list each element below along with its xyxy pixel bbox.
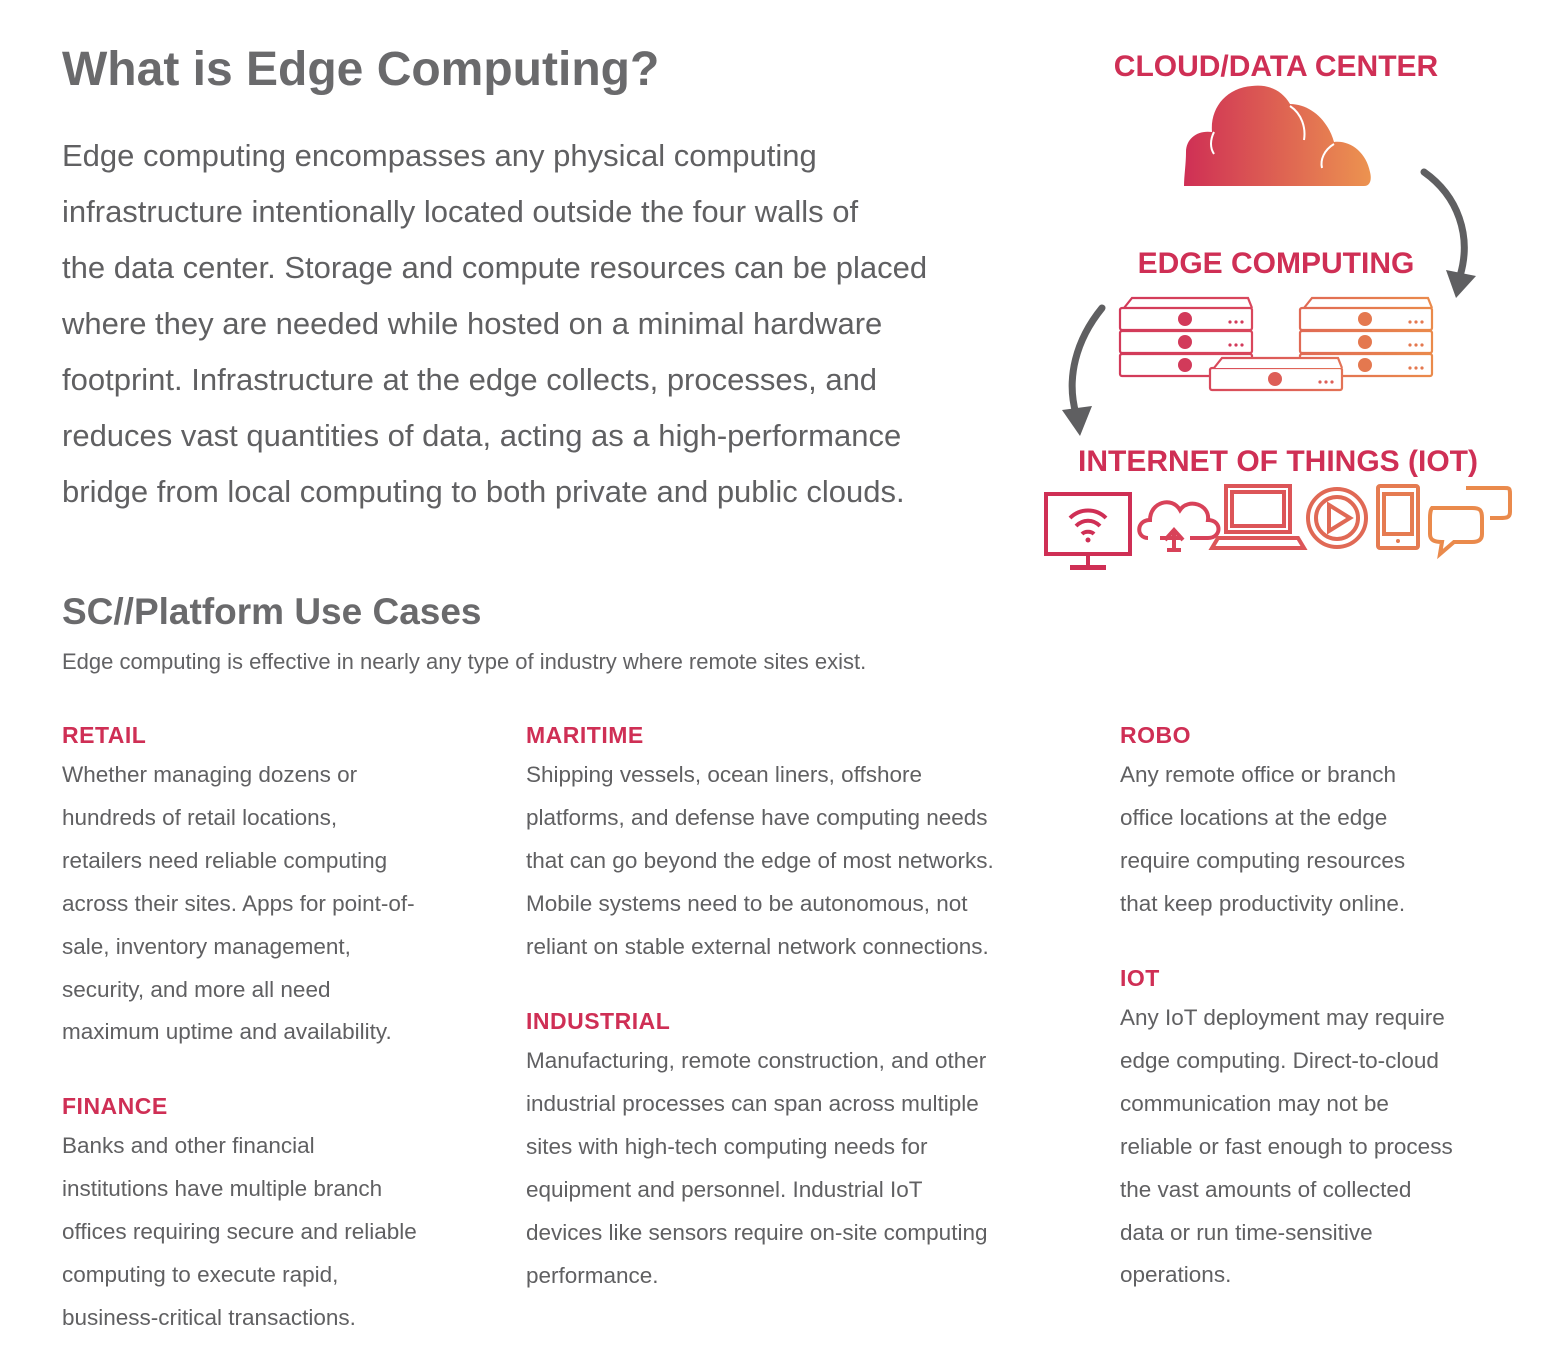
edge-label: EDGE COMPUTING	[1137, 247, 1415, 280]
case-finance-body	[62, 1125, 417, 1340]
case-industrial-heading: INDUSTRIAL	[526, 1008, 671, 1034]
case-industrial	[526, 1006, 987, 1297]
case-iot-heading: IOT	[1120, 965, 1160, 991]
case-robo-heading: ROBO	[1120, 722, 1191, 748]
body-line: Shipping vessels, ocean liners, offshore	[526, 762, 923, 787]
body-line: reliant on stable external network connections.	[526, 933, 989, 959]
case-maritime	[526, 720, 994, 969]
body-line: Manufacturing, remote construction, and other	[526, 1048, 987, 1073]
body-line: that keep productivity online.	[1120, 890, 1406, 916]
body-line: data or run time-sensitive	[1120, 1219, 1373, 1245]
case-iot	[1120, 963, 1453, 1297]
intro-line: the data center. Storage and compute resources can be placed	[62, 250, 928, 285]
body-line: computing to execute rapid,	[62, 1261, 339, 1287]
body-line: performance.	[526, 1262, 659, 1288]
intro-paragraph	[62, 128, 1022, 520]
body-line: maximum uptime and availability.	[62, 1019, 392, 1045]
iot-label: INTERNET OF THINGS (IOT)	[1078, 445, 1478, 478]
case-retail-heading: RETAIL	[62, 722, 147, 748]
body-line: retailers need reliable computing	[62, 847, 388, 873]
server-logo-text: //	[1198, 311, 1204, 321]
case-maritime-body	[526, 754, 994, 969]
laptop-icon	[1212, 486, 1304, 548]
play-icon	[1308, 489, 1366, 547]
body-line: Banks and other financial	[62, 1133, 315, 1158]
intro-line: footprint. Infrastructure at the edge collects, processes, and	[62, 362, 878, 397]
body-line: across their sites. Apps for point-of-	[62, 890, 415, 916]
cloud-icon	[1184, 86, 1371, 186]
case-industrial-body	[526, 1040, 987, 1297]
body-line: equipment and personnel. Industrial IoT	[526, 1176, 923, 1202]
case-maritime-heading: MARITIME	[526, 722, 644, 748]
intro-line: infrastructure intentionally located outside the four walls of	[62, 194, 859, 229]
body-line: reliable or fast enough to process	[1120, 1133, 1453, 1159]
body-line: devices like sensors require on-site computing	[526, 1219, 988, 1245]
body-line: edge computing. Direct-to-cloud	[1120, 1047, 1439, 1073]
edge-diagram	[1020, 40, 1530, 570]
body-line: hundreds of retail locations,	[62, 804, 338, 830]
case-iot-body	[1120, 997, 1453, 1297]
case-finance-heading: FINANCE	[62, 1093, 168, 1119]
body-line: require computing resources	[1120, 847, 1406, 873]
body-line: sites with high-tech computing needs for	[526, 1133, 928, 1159]
intro-line: reduces vast quantities of data, acting as a high-performance	[62, 418, 902, 453]
use-cases-subtitle: Edge computing is effective in nearly any type of industry where remote sites exist.	[62, 649, 867, 674]
body-line: Any remote office or branch	[1120, 762, 1396, 787]
case-retail-body	[62, 754, 415, 1054]
case-retail	[62, 720, 415, 1054]
body-line: platforms, and defense have computing needs	[526, 804, 988, 830]
cloud-upload-icon	[1139, 502, 1218, 552]
body-line: the vast amounts of collected	[1120, 1176, 1412, 1202]
page-title: What is Edge Computing?	[62, 43, 660, 96]
body-line: office locations at the edge	[1120, 804, 1388, 830]
body-line: Mobile systems need to be autonomous, not	[526, 890, 968, 916]
body-line: security, and more all need	[62, 976, 331, 1002]
body-line: Whether managing dozens or	[62, 762, 358, 787]
body-line: communication may not be	[1120, 1090, 1389, 1116]
monitor-wifi-icon	[1046, 494, 1130, 568]
chat-icon	[1430, 488, 1510, 554]
body-line: that can go beyond the edge of most networks.	[526, 847, 994, 873]
intro-line: where they are needed while hosted on a minimal hardware	[62, 306, 883, 341]
phone-icon	[1378, 486, 1418, 548]
arrow-edge-to-iot-icon	[1062, 308, 1102, 436]
body-line: institutions have multiple branch	[62, 1175, 383, 1201]
body-line: offices requiring secure and reliable	[62, 1218, 417, 1244]
body-line: Any IoT deployment may require	[1120, 1005, 1445, 1030]
intro-line: bridge from local computing to both private and public clouds.	[62, 474, 905, 509]
body-line: industrial processes can span across multiple	[526, 1090, 979, 1116]
cloud-label: CLOUD/DATA CENTER	[1113, 50, 1439, 83]
use-cases-title: SC//Platform Use Cases	[62, 591, 482, 632]
case-robo-body	[1120, 754, 1405, 926]
body-line: business-critical transactions.	[62, 1304, 356, 1330]
server-single-icon	[1210, 358, 1342, 390]
case-finance	[62, 1091, 417, 1340]
case-robo	[1120, 720, 1405, 926]
body-line: sale, inventory management,	[62, 933, 351, 959]
body-line: operations.	[1120, 1262, 1232, 1288]
intro-line: Edge computing encompasses any physical computing	[62, 138, 817, 173]
